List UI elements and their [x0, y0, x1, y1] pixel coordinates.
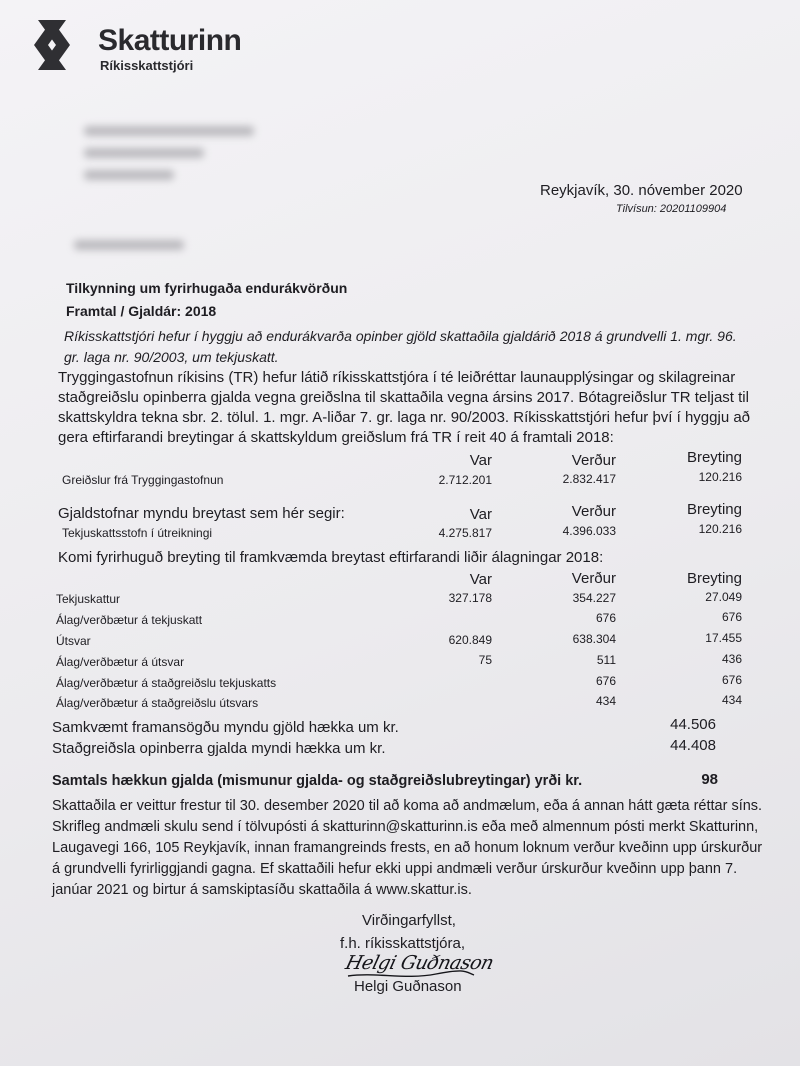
- intro-paragraph: Ríkisskattstjóri hefur í hyggju að endurákvarða opinber gjöld skattaðila gjaldárið 2018 á grundvelli 1. mgr. 96. gr. laga nr. 90/2003, um tekjuskatt.: [64, 328, 737, 365]
- closing-paragraph: Skattaðila er veittur frestur til 30. desember 2020 til að koma að andmælum, eða á annan hátt gæta réttar síns. Skrifleg andmæli skulu send í tölvupósti á skatturinn@skatturinn.is eða með almennum pósti merkt Skatturinn, Laugavegi 166, 105 Reykjavík, innan framangreinds frests, en að honum loknum verður kveðinn upp úrskurður á grundvelli fyrirliggjandi gagna. Ef skattaðili hefur ekki uppi andmæli verður úrskurður kveðinn upp þann 7. janúar 2021 og birtur á samskiptasíðu skattaðila á www.skattur.is.: [52, 798, 763, 898]
- grand-total-value: 98: [701, 771, 718, 788]
- on-behalf-line: f.h. ríkisskattstjóra,: [340, 935, 466, 952]
- body-paragraph: Tryggingastofnun ríkisins (TR) hefur látið ríkisskattstjóra í té leiðréttar launaupplýsingar og skilagreinar staðgreiðslu opinberra gjalda vegna greiðslna til skattaðila vegna ársins 2017. Bótagreiðslur TR teljast til skattskyldra tekna sbr. 2. tölul. 1. mgr. A-liðar 7. gr. laga nr. 90/2003. Ríkisskattstjóri hefur því í hyggju að gera eftirfarandi breytingar á skattskyldum greiðslum frá TR í reit 40 á framtali 2018:: [58, 369, 751, 446]
- cell-breyting: 434: [721, 693, 742, 707]
- cell-verdur: 676: [595, 611, 616, 625]
- cell-breyting: 676: [721, 673, 742, 687]
- row-label: Álag/verðbætur á staðgreiðslu tekjuskatts: [56, 676, 277, 690]
- date-line: Reykjavík, 30. nóvember 2020: [540, 182, 743, 199]
- row-label: Álag/verðbætur á staðgreiðslu útsvars: [56, 696, 259, 710]
- row-label: Tekjuskattur: [56, 592, 121, 606]
- row-label: Útsvar: [56, 634, 91, 648]
- col-header-verdur: Verður: [571, 503, 616, 520]
- col-header-var: Var: [469, 506, 492, 523]
- row-label: Tekjuskattsstofn í útreikningi: [62, 526, 213, 540]
- cell-verdur: 2.832.417: [562, 472, 616, 486]
- total-increase-label: Samkvæmt framansögðu myndu gjöld hækka um kr.: [52, 719, 399, 736]
- withholding-increase-label: Staðgreiðsla opinberra gjalda myndi hækka um kr.: [52, 740, 386, 757]
- cell-verdur: 676: [595, 674, 616, 688]
- redacted-address-line: [84, 170, 174, 180]
- row-label: Greiðslur frá Tryggingastofnun: [62, 473, 224, 487]
- logo-subtitle: Ríkisskattstjóri: [100, 58, 194, 73]
- cell-var: 4.275.817: [438, 526, 492, 540]
- withholding-increase-value: 44.408: [670, 737, 716, 754]
- redacted-id-line: [74, 240, 184, 250]
- skatturinn-logo: [34, 18, 264, 76]
- cell-verdur: 354.227: [572, 591, 616, 605]
- cell-verdur: 638.304: [572, 632, 616, 646]
- col-header-breyting: Breyting: [686, 501, 742, 518]
- cell-breyting: 27.049: [705, 590, 742, 604]
- letter-title: Tilkynning um fyrirhugaða endurákvörðun: [66, 280, 348, 296]
- logo-name: Skatturinn: [98, 24, 242, 57]
- signatory-name: Helgi Guðnason: [354, 978, 462, 995]
- total-increase-value: 44.506: [670, 716, 716, 733]
- redacted-address-line: [84, 126, 254, 136]
- col-header-breyting: Breyting: [686, 570, 742, 587]
- cell-var: 327.178: [448, 591, 492, 605]
- col-header-var: Var: [469, 452, 492, 469]
- handwritten-signature: Helgi Guðnason: [343, 952, 496, 974]
- section3-heading: Komi fyrirhuguð breyting til framkvæmda breytast eftirfarandi liðir álagningar 2018:: [58, 549, 604, 566]
- col-header-var: Var: [469, 571, 492, 588]
- cell-breyting: 17.455: [705, 631, 742, 645]
- redacted-address-line: [84, 148, 204, 158]
- cell-var: 2.712.201: [438, 473, 492, 487]
- grand-total-label: Samtals hækkun gjalda (mismunur gjalda- og staðgreiðslubreytingar) yrði kr.: [52, 773, 583, 789]
- col-header-breyting: Breyting: [686, 449, 742, 466]
- section2-heading: Gjaldstofnar myndu breytast sem hér segir:: [58, 505, 345, 522]
- letter-subtitle: Framtal / Gjaldár: 2018: [66, 303, 217, 319]
- cell-verdur: 511: [596, 653, 616, 667]
- cell-var: 620.849: [448, 633, 492, 647]
- col-header-verdur: Verður: [571, 452, 616, 469]
- cell-breyting: 120.216: [698, 522, 742, 536]
- cell-verdur: 4.396.033: [562, 524, 616, 538]
- row-label: Álag/verðbætur á tekjuskatt: [56, 613, 203, 627]
- cell-verdur: 434: [595, 694, 616, 708]
- skatturinn-logo-icon: [34, 18, 92, 72]
- cell-var: 75: [478, 653, 492, 667]
- col-header-verdur: Verður: [571, 570, 616, 587]
- greeting: Virðingarfyllst,: [362, 912, 456, 929]
- cell-breyting: 676: [721, 610, 742, 624]
- cell-breyting: 120.216: [698, 470, 742, 484]
- row-label: Álag/verðbætur á útsvar: [56, 655, 185, 669]
- cell-breyting: 436: [721, 652, 742, 666]
- reference-number: Tilvísun: 20201109904: [616, 203, 727, 215]
